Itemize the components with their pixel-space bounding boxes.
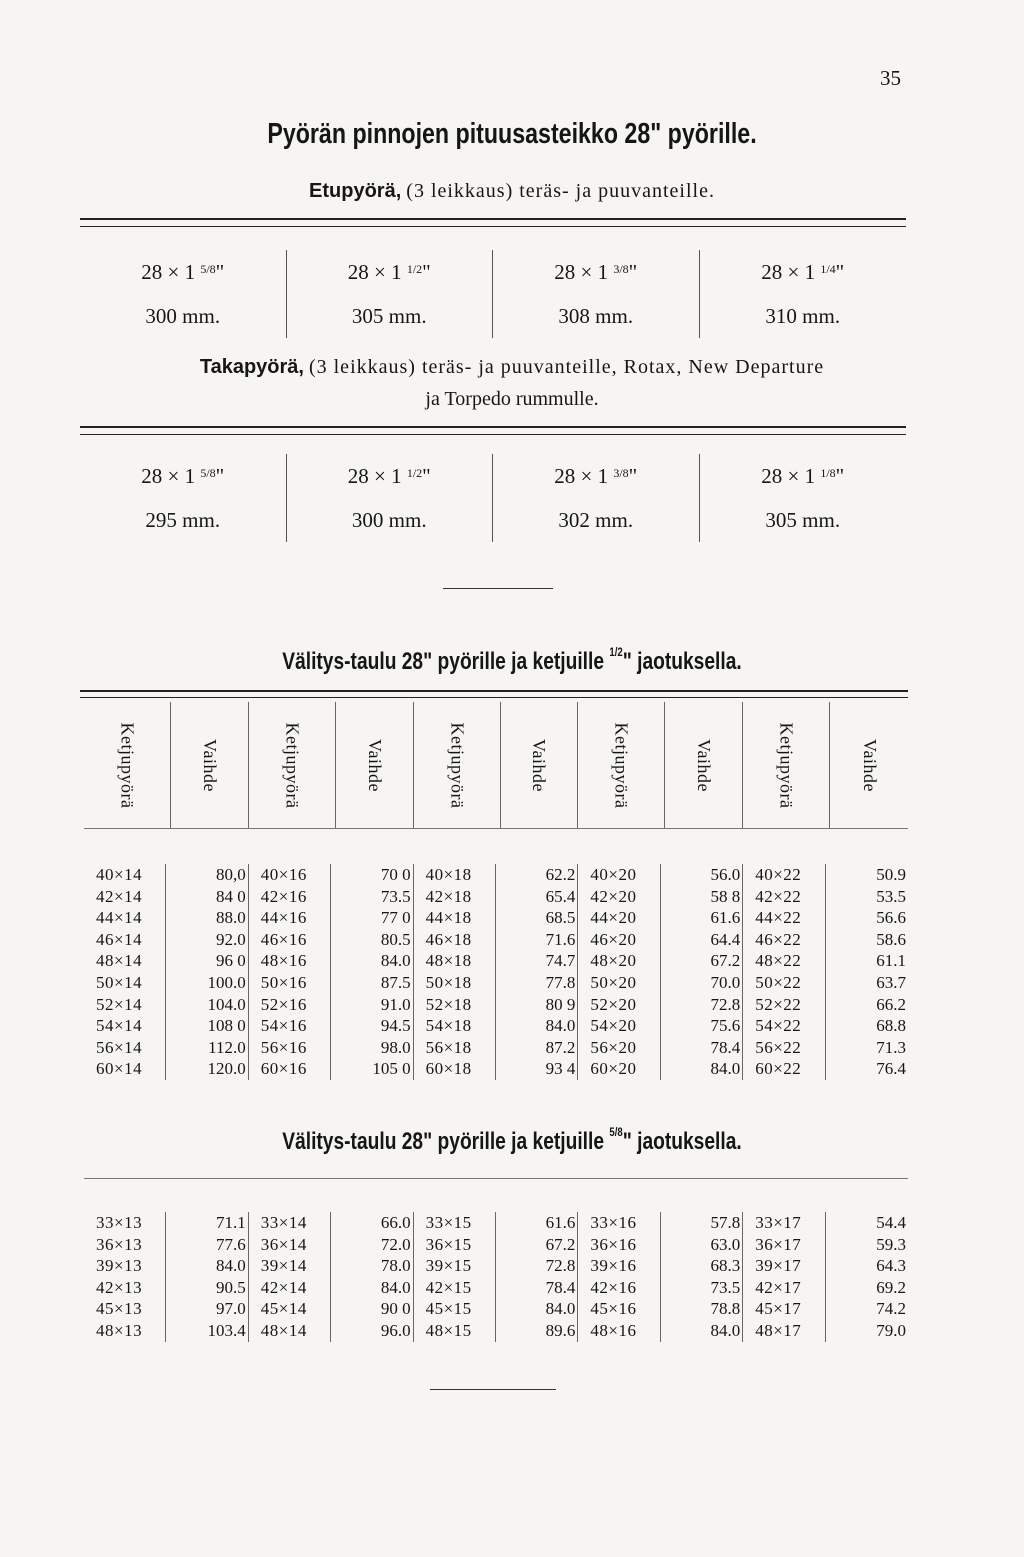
size-prefix: 28 × 1: [554, 260, 614, 284]
size-dimension: [700, 250, 907, 294]
front-wheel-text: (3 leikkaus) teräs- ja puuvanteille.: [406, 180, 715, 202]
header-label: Vaihde: [694, 738, 715, 792]
size-fraction: 3/8: [613, 466, 629, 480]
size-suffix: ": [422, 260, 431, 284]
header-label: Ketjupyörä: [282, 722, 303, 808]
gear-value: 76.4: [876, 1059, 906, 1079]
size-dimension: [700, 454, 907, 498]
gear-value: 61.6: [545, 1213, 576, 1232]
gear-value: 74.7: [545, 951, 576, 971]
sprocket-ratio: 52×22: [755, 994, 802, 1014]
sprocket-ratio: 56×22: [755, 1037, 802, 1057]
header-vaihde: [665, 702, 743, 828]
gear-value: 80,0: [216, 865, 246, 884]
gear-column: [166, 864, 248, 1080]
size-suffix: ": [628, 260, 638, 284]
sprocket-ratio: 50×18: [425, 972, 472, 992]
sprocket-ratio: 42×16: [260, 886, 307, 906]
sprocket-ratio: 40×22: [755, 865, 802, 884]
sprocket-ratio: 48×14: [260, 1320, 307, 1340]
rear-size-cell: [493, 454, 700, 542]
sprocket-ratio: 42×20: [590, 886, 637, 906]
gear-value: 103.4: [207, 1320, 246, 1340]
gear-value: 72.8: [710, 994, 741, 1014]
sprocket-ratio: 56×18: [425, 1037, 472, 1057]
rear-top-rule-2: [80, 434, 906, 435]
front-size-cell: [700, 250, 907, 338]
spoke-length: 310 mm.: [765, 304, 841, 328]
gear-value: 84.0: [710, 1059, 741, 1079]
gear-value: 53.5: [876, 886, 906, 906]
table2-title: [102, 1125, 921, 1156]
sprocket-ratio: 40×14: [96, 865, 143, 884]
sprocket-ratio: 60×18: [425, 1059, 472, 1079]
sprocket-ratio: 33×16: [590, 1213, 637, 1232]
spoke-length: 300 mm.: [145, 304, 221, 328]
gear-value: 65.4: [545, 886, 576, 906]
gear-value: 69.2: [876, 1277, 906, 1297]
front-size-cell: [287, 250, 494, 338]
sprocket-ratio: 44×14: [96, 908, 143, 928]
sprocket-ratio: 42×14: [96, 886, 143, 906]
gear-value: 104.0: [207, 994, 246, 1014]
sprocket-ratio: 36×14: [260, 1234, 307, 1254]
sprocket-ratio: 33×13: [96, 1213, 143, 1232]
sprocket-ratio: 36×15: [425, 1234, 472, 1254]
gear-value: 75.6: [710, 1016, 741, 1036]
sprocket-column: [578, 864, 660, 1080]
sprocket-ratio: 50×20: [590, 972, 637, 992]
size-prefix: 28 × 1: [554, 464, 614, 488]
sprocket-ratio: 48×22: [755, 951, 802, 971]
header-label: Ketjupyörä: [447, 722, 468, 808]
spoke-length: 305 mm.: [351, 304, 427, 328]
table2-title-pre: Välitys-taulu 28" pyörille ja ketjuille: [282, 1128, 610, 1155]
size-fraction: 1/2: [406, 262, 423, 276]
size-prefix: 28 × 1: [761, 464, 821, 488]
gear-value: 120.0: [207, 1059, 246, 1079]
sprocket-ratio: 40×16: [260, 865, 307, 884]
sprocket-ratio: 42×22: [755, 886, 802, 906]
size-prefix: 28 × 1: [141, 464, 201, 488]
header-ketjupyora: [578, 702, 665, 828]
gear-value: 66.2: [876, 994, 906, 1014]
gear-value: 90 0: [380, 1299, 411, 1319]
front-size-cell: [80, 250, 287, 338]
gear-value: 77.8: [545, 972, 576, 992]
gear-value: 94.5: [380, 1016, 411, 1036]
table1-header: [84, 702, 908, 828]
sprocket-ratio: 56×16: [260, 1037, 307, 1057]
sprocket-ratio: 44×18: [425, 908, 472, 928]
sprocket-ratio: 52×16: [260, 994, 307, 1014]
gear-value: 64.3: [876, 1256, 906, 1276]
sprocket-ratio: 50×14: [96, 972, 143, 992]
front-wheel-label: Etupyörä,: [309, 180, 402, 202]
size-suffix: ": [215, 464, 225, 488]
gear-value: 78.0: [380, 1256, 411, 1276]
sprocket-ratio: 44×22: [755, 908, 802, 928]
sprocket-ratio: 60×22: [755, 1059, 802, 1079]
sprocket-ratio: 48×15: [425, 1320, 472, 1340]
spoke-length: 308 mm.: [558, 304, 634, 328]
table2-title-frac: 5/8: [609, 1125, 623, 1139]
sprocket-ratio: 42×16: [590, 1277, 637, 1297]
gear-value: 96 0: [216, 951, 246, 971]
gear-value: 64.4: [710, 929, 741, 949]
gear-column: [166, 1212, 248, 1342]
size-prefix: 28 × 1: [347, 464, 407, 488]
header-label: Vaihde: [859, 738, 880, 792]
gear-value: 84.0: [545, 1299, 576, 1319]
table1-title-post: " jaotuksella.: [622, 648, 742, 675]
size-fraction: 1/8: [820, 466, 836, 480]
gear-value: 88.0: [216, 908, 246, 928]
gear-column: [331, 1212, 413, 1342]
sprocket-ratio: 44×20: [590, 908, 637, 928]
sprocket-column: [84, 864, 166, 1080]
sprocket-ratio: 39×17: [755, 1256, 802, 1276]
rear-size-cell: [80, 454, 287, 542]
gear-value: 68.5: [545, 908, 576, 928]
header-ketjupyora: [743, 702, 830, 828]
size-fraction: 3/8: [613, 262, 629, 276]
gear-value: 90.5: [216, 1277, 246, 1297]
page-number: 35: [880, 66, 901, 90]
table1-header-rule: [84, 828, 908, 829]
gear-value: 92.0: [216, 929, 246, 949]
sprocket-ratio: 45×15: [425, 1299, 472, 1319]
size-prefix: 28 × 1: [347, 260, 407, 284]
size-fraction: 5/8: [200, 466, 216, 480]
gear-column: [826, 1212, 908, 1342]
header-vaihde: [501, 702, 579, 828]
gear-value: 78.8: [710, 1299, 741, 1319]
gear-value: 72.0: [380, 1234, 411, 1254]
size-fraction: 5/8: [200, 262, 216, 276]
rear-top-rule: [80, 426, 906, 428]
front-top-rule-2: [80, 226, 906, 227]
sprocket-ratio: 60×14: [96, 1059, 143, 1079]
gear-value: 57.8: [710, 1213, 741, 1232]
gear-value: 87.2: [545, 1037, 576, 1057]
front-size-cell: [493, 250, 700, 338]
sprocket-column: [743, 864, 825, 1080]
rear-wheel-caption: [0, 356, 1024, 379]
header-vaihde: [336, 702, 414, 828]
gear-value: 71.1: [216, 1213, 246, 1232]
table1-title-frac: 1/2: [609, 645, 623, 659]
gear-value: 62.2: [545, 865, 576, 884]
sprocket-ratio: 46×20: [590, 929, 637, 949]
header-ketjupyora: [249, 702, 336, 828]
spoke-length: 305 mm.: [765, 508, 841, 532]
gear-value: 71.6: [545, 929, 576, 949]
front-size-grid: [80, 250, 906, 338]
gear-value: 68.8: [876, 1016, 906, 1036]
gear-value: 87.5: [380, 972, 411, 992]
size-suffix: ": [422, 464, 431, 488]
sprocket-ratio: 40×20: [590, 865, 637, 884]
sprocket-ratio: 52×14: [96, 994, 143, 1014]
sprocket-ratio: 48×16: [590, 1320, 637, 1340]
gear-value: 61.1: [876, 951, 906, 971]
gear-value: 84.0: [380, 1277, 411, 1297]
rear-wheel-text: (3 leikkaus) teräs- ja puuvanteille, Rotax, New Departure: [308, 356, 825, 378]
gear-column: [661, 864, 743, 1080]
sprocket-ratio: 42×14: [260, 1277, 307, 1297]
gear-value: 84.0: [216, 1256, 246, 1276]
table2-title-post: " jaotuksella.: [622, 1128, 742, 1155]
size-fraction: 1/2: [406, 466, 423, 480]
gear-value: 50.9: [876, 865, 906, 884]
size-dimension: [287, 454, 493, 498]
gear-value: 73.5: [710, 1277, 741, 1297]
gear-column: [661, 1212, 743, 1342]
sprocket-ratio: 46×22: [755, 929, 802, 949]
sprocket-ratio: 42×18: [425, 886, 472, 906]
gear-value: 56.6: [876, 908, 906, 928]
sprocket-ratio: 45×13: [96, 1299, 143, 1319]
size-dimension: [493, 250, 699, 294]
gear-value: 61.6: [710, 908, 741, 928]
gear-value: 108 0: [207, 1016, 246, 1036]
rear-size-cell: [700, 454, 907, 542]
gear-column: [826, 864, 908, 1080]
header-ketjupyora: [414, 702, 501, 828]
header-label: Ketjupyörä: [776, 722, 797, 808]
sprocket-column: [743, 1212, 825, 1342]
gear-value: 67.2: [545, 1234, 576, 1254]
sprocket-column: [578, 1212, 660, 1342]
header-vaihde: [171, 702, 249, 828]
sprocket-ratio: 42×17: [755, 1277, 802, 1297]
sprocket-ratio: 45×16: [590, 1299, 637, 1319]
page-title: Pyörän pinnojen pituusasteikko 28" pyörille.: [267, 118, 757, 150]
sprocket-ratio: 52×18: [425, 994, 472, 1014]
size-suffix: ": [215, 260, 225, 284]
sprocket-ratio: 36×13: [96, 1234, 143, 1254]
size-dimension: [80, 250, 286, 294]
sprocket-ratio: 48×20: [590, 951, 637, 971]
sprocket-ratio: 46×16: [260, 929, 307, 949]
header-label: Vaihde: [199, 738, 220, 792]
gear-value: 59.3: [876, 1234, 906, 1254]
gear-value: 84.0: [380, 951, 411, 971]
table2-top-rule: [84, 1178, 908, 1179]
sprocket-ratio: 45×17: [755, 1299, 802, 1319]
front-wheel-caption: [0, 180, 1024, 203]
gear-value: 58 8: [710, 886, 741, 906]
gear-value: 58.6: [876, 929, 906, 949]
gear-value: 77.6: [216, 1234, 246, 1254]
sprocket-ratio: 48×16: [260, 951, 307, 971]
rear-wheel-text-2: ja Torpedo rummulle.: [425, 388, 599, 410]
gear-column: [496, 1212, 578, 1342]
table1-top-rule: [80, 690, 908, 692]
spoke-length: 295 mm.: [145, 508, 221, 532]
gear-value: 93 4: [545, 1059, 576, 1079]
header-label: Ketjupyörä: [611, 722, 632, 808]
sprocket-ratio: 42×13: [96, 1277, 143, 1297]
size-dimension: [493, 454, 699, 498]
sprocket-ratio: 50×16: [260, 972, 307, 992]
sprocket-ratio: 54×18: [425, 1016, 472, 1036]
section-divider: [443, 588, 553, 589]
bottom-divider: [430, 1389, 556, 1390]
spoke-length: 300 mm.: [351, 508, 427, 532]
sprocket-ratio: 40×18: [425, 865, 472, 884]
sprocket-ratio: 39×16: [590, 1256, 637, 1276]
gear-value: 84.0: [710, 1320, 741, 1340]
sprocket-ratio: 39×13: [96, 1256, 143, 1276]
sprocket-ratio: 50×22: [755, 972, 802, 992]
sprocket-column: [414, 864, 496, 1080]
sprocket-ratio: 54×16: [260, 1016, 307, 1036]
table2-body: [84, 1212, 908, 1342]
gear-value: 89.6: [545, 1320, 576, 1340]
sprocket-column: [249, 864, 331, 1080]
sprocket-ratio: 46×14: [96, 929, 143, 949]
gear-value: 98.0: [380, 1037, 411, 1057]
sprocket-ratio: 39×15: [425, 1256, 472, 1276]
table1-title: [102, 645, 921, 676]
sprocket-ratio: 33×14: [260, 1213, 307, 1232]
gear-column: [331, 864, 413, 1080]
sprocket-ratio: 56×14: [96, 1037, 143, 1057]
header-label: Ketjupyörä: [117, 722, 138, 808]
gear-value: 63.7: [876, 972, 906, 992]
sprocket-ratio: 54×14: [96, 1016, 143, 1036]
table1-body: [84, 864, 908, 1080]
sprocket-ratio: 52×20: [590, 994, 637, 1014]
rear-size-cell: [287, 454, 494, 542]
sprocket-column: [414, 1212, 496, 1342]
sprocket-ratio: 33×17: [755, 1213, 802, 1232]
gear-value: 84.0: [545, 1016, 576, 1036]
sprocket-ratio: 60×20: [590, 1059, 637, 1079]
size-prefix: 28 × 1: [761, 260, 821, 284]
gear-value: 70 0: [380, 865, 411, 884]
front-top-rule: [80, 218, 906, 220]
gear-value: 80 9: [545, 994, 576, 1014]
header-vaihde: [830, 702, 908, 828]
size-suffix: ": [835, 464, 845, 488]
gear-value: 70.0: [710, 972, 741, 992]
gear-value: 54.4: [876, 1213, 906, 1232]
gear-value: 84 0: [216, 886, 246, 906]
sprocket-ratio: 48×18: [425, 951, 472, 971]
size-suffix: ": [628, 464, 638, 488]
gear-value: 112.0: [208, 1037, 246, 1057]
sprocket-ratio: 54×20: [590, 1016, 637, 1036]
sprocket-ratio: 54×22: [755, 1016, 802, 1036]
sprocket-ratio: 48×17: [755, 1320, 802, 1340]
gear-value: 79.0: [876, 1320, 906, 1340]
sprocket-ratio: 48×14: [96, 951, 143, 971]
sprocket-ratio: 48×13: [96, 1320, 143, 1340]
sprocket-ratio: 46×18: [425, 929, 472, 949]
rear-wheel-label: Takapyörä,: [199, 356, 304, 378]
gear-value: 77 0: [380, 908, 411, 928]
sprocket-ratio: 56×20: [590, 1037, 637, 1057]
size-dimension: [80, 454, 286, 498]
size-dimension: [287, 250, 493, 294]
sprocket-ratio: 44×16: [260, 908, 307, 928]
header-label: Vaihde: [364, 738, 385, 792]
gear-value: 68.3: [710, 1256, 741, 1276]
sprocket-ratio: 33×15: [425, 1213, 472, 1232]
gear-value: 105 0: [372, 1059, 411, 1079]
gear-value: 80.5: [380, 929, 411, 949]
gear-value: 74.2: [876, 1299, 906, 1319]
gear-value: 63.0: [710, 1234, 741, 1254]
size-fraction: 1/4: [820, 262, 836, 276]
header-ketjupyora: [84, 702, 171, 828]
sprocket-ratio: 36×17: [755, 1234, 802, 1254]
gear-value: 56.0: [710, 865, 741, 884]
size-prefix: 28 × 1: [141, 260, 201, 284]
sprocket-ratio: 60×16: [260, 1059, 307, 1079]
table1-top-rule-2: [80, 697, 908, 698]
gear-value: 66.0: [380, 1213, 411, 1232]
gear-value: 91.0: [380, 994, 411, 1014]
sprocket-ratio: 45×14: [260, 1299, 307, 1319]
sprocket-ratio: 39×14: [260, 1256, 307, 1276]
gear-value: 100.0: [207, 972, 246, 992]
gear-column: [496, 864, 578, 1080]
sprocket-column: [249, 1212, 331, 1342]
gear-value: 71.3: [876, 1037, 906, 1057]
gear-value: 73.5: [380, 886, 411, 906]
gear-value: 72.8: [545, 1256, 576, 1276]
header-label: Vaihde: [529, 738, 550, 792]
gear-value: 67.2: [710, 951, 741, 971]
sprocket-ratio: 36×16: [590, 1234, 637, 1254]
sprocket-ratio: 42×15: [425, 1277, 472, 1297]
rear-size-grid: [80, 454, 906, 542]
table1-title-pre: Välitys-taulu 28" pyörille ja ketjuille: [282, 648, 610, 675]
gear-value: 96.0: [380, 1320, 411, 1340]
gear-value: 97.0: [216, 1299, 246, 1319]
spoke-length: 302 mm.: [558, 508, 634, 532]
gear-value: 78.4: [545, 1277, 576, 1297]
sprocket-column: [84, 1212, 166, 1342]
size-suffix: ": [835, 260, 845, 284]
gear-value: 78.4: [710, 1037, 741, 1057]
